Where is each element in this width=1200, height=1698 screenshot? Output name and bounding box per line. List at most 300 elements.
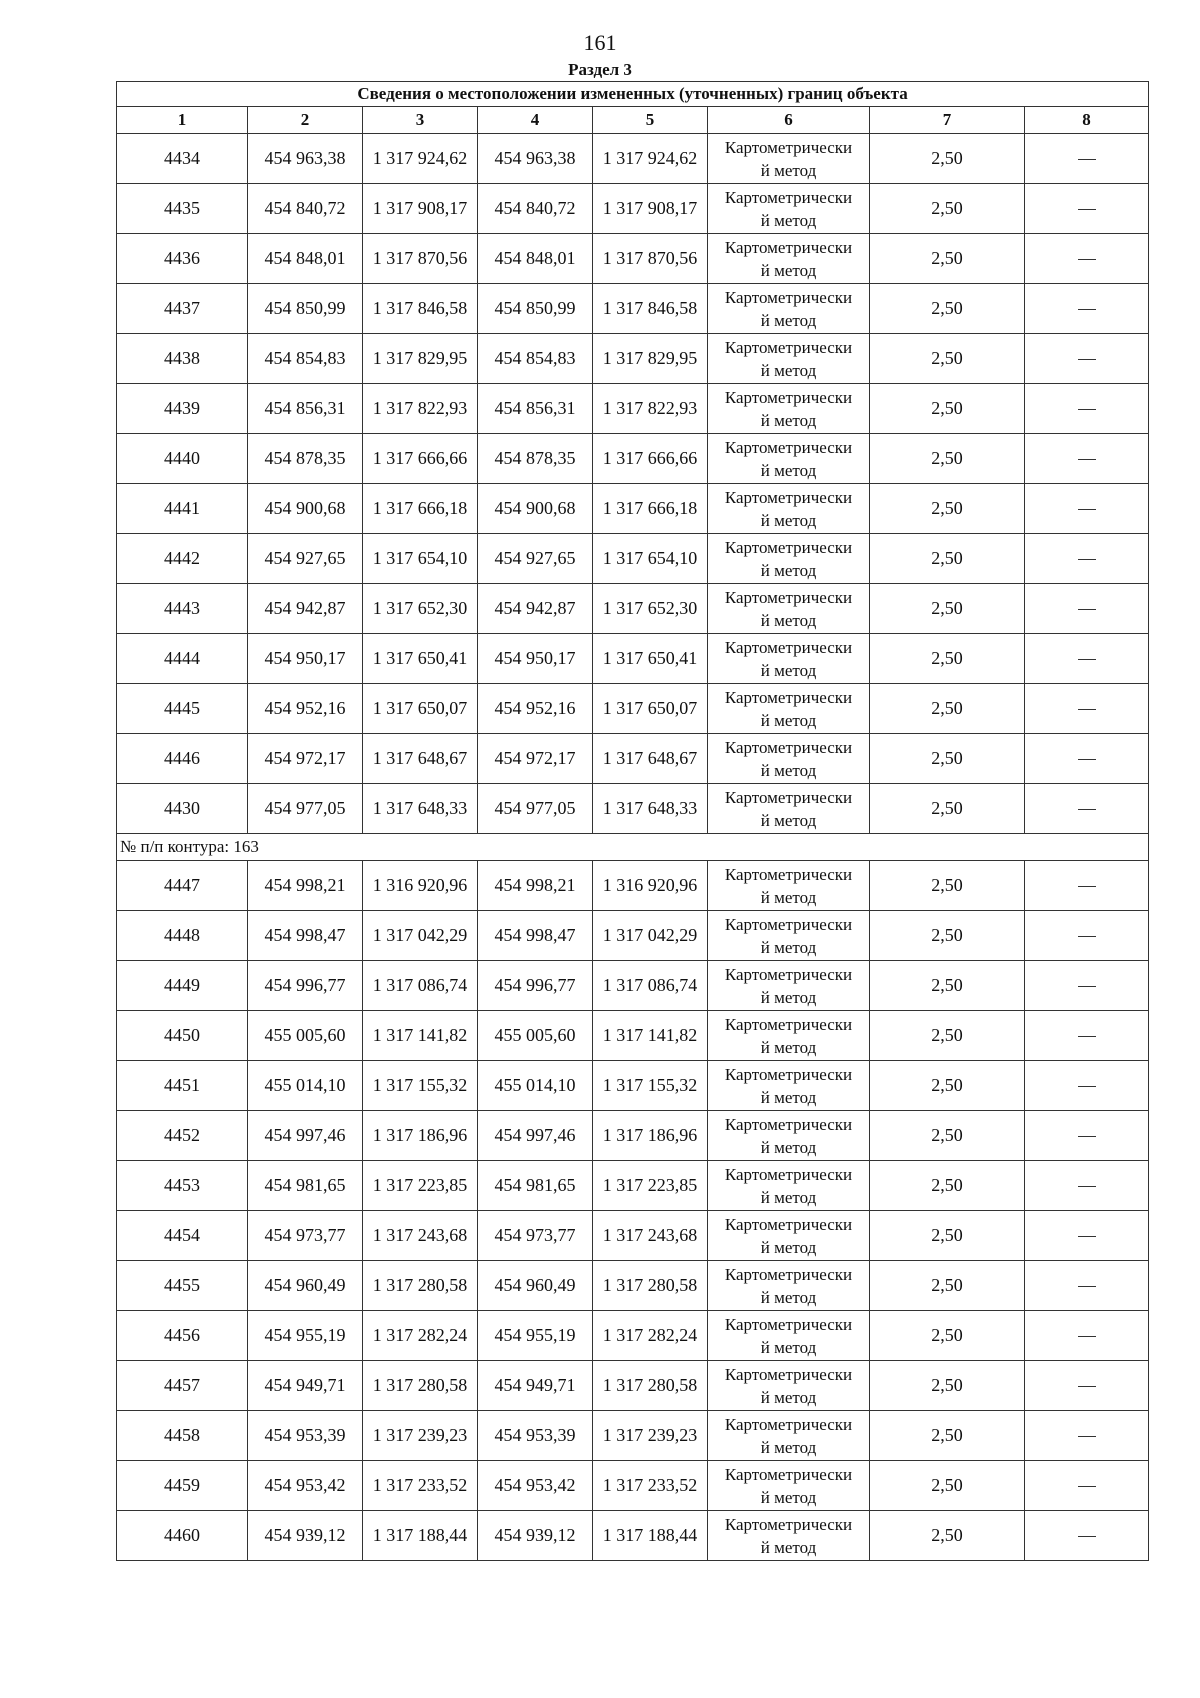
x-new: 454 856,31 (478, 384, 593, 434)
point-number: 4455 (117, 1261, 248, 1311)
x-new: 454 848,01 (478, 234, 593, 284)
method-text: Картометрически (724, 637, 853, 657)
x-new: 454 927,65 (478, 534, 593, 584)
dash-mark (1078, 459, 1096, 460)
method-cell (708, 284, 870, 334)
y-old: 1 317 822,93 (363, 384, 478, 434)
accuracy-cell: 2,50 (870, 334, 1025, 384)
method-cell (708, 961, 870, 1011)
x-new: 454 998,21 (478, 861, 593, 911)
accuracy-cell: 2,50 (870, 134, 1025, 184)
y-old: 1 317 846,58 (363, 284, 478, 334)
accuracy-cell: 2,50 (870, 234, 1025, 284)
method-text: Картометрически (724, 137, 853, 157)
point-number: 4445 (117, 684, 248, 734)
dash-mark (1078, 886, 1096, 887)
table-row (117, 234, 1149, 284)
page-number: 161 (583, 30, 617, 55)
x-old: 454 953,42 (248, 1461, 363, 1511)
method-text: Картометрически (724, 1364, 853, 1384)
method-text: Картометрически (724, 964, 853, 984)
point-number: 4450 (117, 1011, 248, 1061)
accuracy-cell: 2,50 (870, 384, 1025, 434)
y-old: 1 317 188,44 (363, 1511, 478, 1561)
dash-mark (1078, 209, 1096, 210)
empty-cell (1025, 1061, 1149, 1111)
column-header: 4 (478, 107, 593, 134)
method-text: Картометрически (724, 1464, 853, 1484)
accuracy-cell: 2,50 (870, 184, 1025, 234)
table-row (117, 1161, 1149, 1211)
y-old: 1 317 924,62 (363, 134, 478, 184)
method-text: й метод (760, 1287, 817, 1307)
x-old: 454 953,39 (248, 1411, 363, 1461)
method-cell (708, 1061, 870, 1111)
point-number: 4449 (117, 961, 248, 1011)
x-old: 454 900,68 (248, 484, 363, 534)
method-cell (708, 784, 870, 834)
table-row (117, 384, 1149, 434)
point-number: 4459 (117, 1461, 248, 1511)
method-text: й метод (760, 987, 817, 1007)
x-new: 454 953,42 (478, 1461, 593, 1511)
y-new: 1 317 280,58 (593, 1361, 708, 1411)
x-old: 454 952,16 (248, 684, 363, 734)
x-new: 455 005,60 (478, 1011, 593, 1061)
method-text: Картометрически (724, 537, 853, 557)
method-text: Картометрически (724, 287, 853, 307)
x-new: 454 972,17 (478, 734, 593, 784)
method-text: й метод (760, 360, 817, 380)
contour-row (117, 834, 1149, 861)
empty-cell (1025, 1361, 1149, 1411)
y-new: 1 317 924,62 (593, 134, 708, 184)
dash-mark (1078, 1186, 1096, 1187)
table-row (117, 1211, 1149, 1261)
method-cell (708, 734, 870, 784)
x-old: 454 927,65 (248, 534, 363, 584)
table-row (117, 184, 1149, 234)
point-number: 4444 (117, 634, 248, 684)
x-new: 454 996,77 (478, 961, 593, 1011)
method-cell (708, 1411, 870, 1461)
method-text: й метод (760, 310, 817, 330)
empty-cell (1025, 1261, 1149, 1311)
method-cell (708, 684, 870, 734)
method-text: Картометрически (724, 864, 853, 884)
method-text: Картометрически (724, 1114, 853, 1134)
table-row (117, 134, 1149, 184)
table-row (117, 1111, 1149, 1161)
dash-mark (1078, 1486, 1096, 1487)
y-old: 1 317 086,74 (363, 961, 478, 1011)
y-old: 1 317 650,07 (363, 684, 478, 734)
method-text: Картометрически (724, 387, 853, 407)
x-old: 454 856,31 (248, 384, 363, 434)
point-number: 4434 (117, 134, 248, 184)
table-row (117, 534, 1149, 584)
x-old: 455 005,60 (248, 1011, 363, 1061)
method-text: Картометрически (724, 587, 853, 607)
dash-mark (1078, 1136, 1096, 1137)
x-old: 454 942,87 (248, 584, 363, 634)
column-header: 8 (1025, 107, 1149, 134)
empty-cell (1025, 1411, 1149, 1461)
x-new: 454 878,35 (478, 434, 593, 484)
method-text: й метод (760, 1437, 817, 1457)
dash-mark (1078, 1236, 1096, 1237)
method-text: й метод (760, 660, 817, 680)
table-row (117, 1311, 1149, 1361)
y-old: 1 317 908,17 (363, 184, 478, 234)
y-new: 1 317 650,41 (593, 634, 708, 684)
accuracy-cell: 2,50 (870, 634, 1025, 684)
accuracy-cell: 2,50 (870, 1061, 1025, 1111)
point-number: 4452 (117, 1111, 248, 1161)
point-number: 4442 (117, 534, 248, 584)
method-text: Картометрически (724, 1414, 853, 1434)
x-old: 454 972,17 (248, 734, 363, 784)
point-number: 4443 (117, 584, 248, 634)
y-old: 1 316 920,96 (363, 861, 478, 911)
method-text: Картометрически (724, 337, 853, 357)
method-text: Картометрически (724, 1214, 853, 1234)
method-text: Картометрически (724, 437, 853, 457)
accuracy-cell: 2,50 (870, 961, 1025, 1011)
y-new: 1 317 652,30 (593, 584, 708, 634)
method-text: Картометрически (724, 187, 853, 207)
method-cell (708, 384, 870, 434)
x-old: 454 950,17 (248, 634, 363, 684)
dash-mark (1078, 659, 1096, 660)
point-number: 4447 (117, 861, 248, 911)
dash-mark (1078, 936, 1096, 937)
accuracy-cell: 2,50 (870, 534, 1025, 584)
table-row (117, 1061, 1149, 1111)
x-new: 454 949,71 (478, 1361, 593, 1411)
point-number: 4446 (117, 734, 248, 784)
x-new: 454 963,38 (478, 134, 593, 184)
empty-cell (1025, 1461, 1149, 1511)
empty-cell (1025, 184, 1149, 234)
accuracy-cell: 2,50 (870, 484, 1025, 534)
dash-mark (1078, 1386, 1096, 1387)
table-row (117, 911, 1149, 961)
method-text: й метод (760, 760, 817, 780)
x-old: 454 949,71 (248, 1361, 363, 1411)
dash-mark (1078, 1336, 1096, 1337)
method-cell (708, 184, 870, 234)
accuracy-cell: 2,50 (870, 911, 1025, 961)
x-new: 454 997,46 (478, 1111, 593, 1161)
dash-mark (1078, 159, 1096, 160)
x-old: 454 939,12 (248, 1511, 363, 1561)
accuracy-cell: 2,50 (870, 784, 1025, 834)
method-cell (708, 1311, 870, 1361)
y-old: 1 317 280,58 (363, 1261, 478, 1311)
y-new: 1 317 233,52 (593, 1461, 708, 1511)
y-old: 1 317 650,41 (363, 634, 478, 684)
method-text: Картометрически (724, 487, 853, 507)
y-new: 1 317 666,18 (593, 484, 708, 534)
x-old: 454 963,38 (248, 134, 363, 184)
empty-cell (1025, 484, 1149, 534)
table-row (117, 734, 1149, 784)
dash-mark (1078, 509, 1096, 510)
method-text: й метод (760, 1137, 817, 1157)
x-new: 454 952,16 (478, 684, 593, 734)
point-number: 4454 (117, 1211, 248, 1261)
method-text: Картометрически (724, 1514, 853, 1534)
method-cell (708, 534, 870, 584)
table-caption: Сведения о местоположении измененных (уточненных) границ объекта (117, 82, 1149, 107)
x-new: 454 981,65 (478, 1161, 593, 1211)
empty-cell (1025, 1111, 1149, 1161)
table-row (117, 1011, 1149, 1061)
table-row (117, 584, 1149, 634)
table-row (117, 784, 1149, 834)
method-text: й метод (760, 937, 817, 957)
table-row (117, 1261, 1149, 1311)
y-old: 1 317 141,82 (363, 1011, 478, 1061)
y-old: 1 317 042,29 (363, 911, 478, 961)
method-text: Картометрически (724, 1264, 853, 1284)
y-old: 1 317 239,23 (363, 1411, 478, 1461)
column-header: 7 (870, 107, 1025, 134)
x-new: 454 939,12 (478, 1511, 593, 1561)
y-new: 1 317 648,67 (593, 734, 708, 784)
y-old: 1 317 282,24 (363, 1311, 478, 1361)
dash-mark (1078, 609, 1096, 610)
method-text: й метод (760, 560, 817, 580)
method-cell (708, 134, 870, 184)
y-new: 1 317 186,96 (593, 1111, 708, 1161)
method-text: й метод (760, 460, 817, 480)
method-text: й метод (760, 410, 817, 430)
table-row (117, 1361, 1149, 1411)
method-cell (708, 1211, 870, 1261)
point-number: 4439 (117, 384, 248, 434)
method-cell (708, 1111, 870, 1161)
method-text: Картометрически (724, 787, 853, 807)
method-text: й метод (760, 1487, 817, 1507)
dash-mark (1078, 809, 1096, 810)
point-number: 4440 (117, 434, 248, 484)
method-text: й метод (760, 260, 817, 280)
y-old: 1 317 223,85 (363, 1161, 478, 1211)
point-number: 4456 (117, 1311, 248, 1361)
method-text: й метод (760, 610, 817, 630)
method-cell (708, 1261, 870, 1311)
column-header: 6 (708, 107, 870, 134)
method-text: й метод (760, 160, 817, 180)
x-old: 454 840,72 (248, 184, 363, 234)
accuracy-cell: 2,50 (870, 584, 1025, 634)
y-new: 1 317 155,32 (593, 1061, 708, 1111)
method-cell (708, 1011, 870, 1061)
x-old: 454 854,83 (248, 334, 363, 384)
x-old: 454 981,65 (248, 1161, 363, 1211)
x-old: 454 977,05 (248, 784, 363, 834)
x-new: 454 953,39 (478, 1411, 593, 1461)
column-number-row (117, 107, 1149, 134)
y-new: 1 317 086,74 (593, 961, 708, 1011)
y-new: 1 317 829,95 (593, 334, 708, 384)
y-old: 1 317 666,66 (363, 434, 478, 484)
method-text: Картометрически (724, 1314, 853, 1334)
method-text: Картометрически (724, 1014, 853, 1034)
x-new: 455 014,10 (478, 1061, 593, 1111)
y-old: 1 317 280,58 (363, 1361, 478, 1411)
table-row (117, 961, 1149, 1011)
x-new: 454 900,68 (478, 484, 593, 534)
empty-cell (1025, 334, 1149, 384)
method-cell (708, 1361, 870, 1411)
accuracy-cell: 2,50 (870, 1011, 1025, 1061)
boundary-points-table (116, 81, 1149, 1561)
accuracy-cell: 2,50 (870, 861, 1025, 911)
y-new: 1 317 666,66 (593, 434, 708, 484)
x-old: 454 996,77 (248, 961, 363, 1011)
x-old: 454 955,19 (248, 1311, 363, 1361)
accuracy-cell: 2,50 (870, 1161, 1025, 1211)
y-new: 1 317 870,56 (593, 234, 708, 284)
x-new: 454 942,87 (478, 584, 593, 634)
table-row (117, 484, 1149, 534)
point-number: 4448 (117, 911, 248, 961)
y-new: 1 317 654,10 (593, 534, 708, 584)
empty-cell (1025, 1211, 1149, 1261)
x-old: 454 973,77 (248, 1211, 363, 1261)
y-new: 1 317 650,07 (593, 684, 708, 734)
dash-mark (1078, 759, 1096, 760)
accuracy-cell: 2,50 (870, 1261, 1025, 1311)
section-title: Раздел 3 (568, 60, 632, 79)
x-new: 454 960,49 (478, 1261, 593, 1311)
method-text: й метод (760, 1537, 817, 1557)
empty-cell (1025, 284, 1149, 334)
method-text: й метод (760, 510, 817, 530)
x-new: 454 955,19 (478, 1311, 593, 1361)
empty-cell (1025, 534, 1149, 584)
empty-cell (1025, 384, 1149, 434)
y-old: 1 317 654,10 (363, 534, 478, 584)
dash-mark (1078, 259, 1096, 260)
dash-mark (1078, 709, 1096, 710)
method-text: й метод (760, 1187, 817, 1207)
x-new: 454 998,47 (478, 911, 593, 961)
method-cell (708, 634, 870, 684)
x-old: 454 960,49 (248, 1261, 363, 1311)
x-old: 454 998,47 (248, 911, 363, 961)
point-number: 4438 (117, 334, 248, 384)
table-caption-row (117, 82, 1149, 107)
y-old: 1 317 652,30 (363, 584, 478, 634)
accuracy-cell: 2,50 (870, 1311, 1025, 1361)
empty-cell (1025, 784, 1149, 834)
accuracy-cell: 2,50 (870, 1211, 1025, 1261)
table-row (117, 684, 1149, 734)
empty-cell (1025, 634, 1149, 684)
column-header: 2 (248, 107, 363, 134)
y-new: 1 317 223,85 (593, 1161, 708, 1211)
y-old: 1 317 829,95 (363, 334, 478, 384)
table-row (117, 334, 1149, 384)
method-text: й метод (760, 1337, 817, 1357)
method-text: Картометрически (724, 687, 853, 707)
empty-cell (1025, 911, 1149, 961)
method-cell (708, 861, 870, 911)
column-header: 5 (593, 107, 708, 134)
method-text: й метод (760, 1237, 817, 1257)
x-old: 454 878,35 (248, 434, 363, 484)
dash-mark (1078, 986, 1096, 987)
empty-cell (1025, 861, 1149, 911)
point-number: 4441 (117, 484, 248, 534)
y-new: 1 317 282,24 (593, 1311, 708, 1361)
table-row (117, 1411, 1149, 1461)
dash-mark (1078, 359, 1096, 360)
method-cell (708, 1161, 870, 1211)
accuracy-cell: 2,50 (870, 1411, 1025, 1461)
point-number: 4435 (117, 184, 248, 234)
method-text: й метод (760, 810, 817, 830)
y-old: 1 317 870,56 (363, 234, 478, 284)
method-cell (708, 334, 870, 384)
method-text: Картометрически (724, 737, 853, 757)
dash-mark (1078, 559, 1096, 560)
method-cell (708, 234, 870, 284)
empty-cell (1025, 1011, 1149, 1061)
method-cell (708, 484, 870, 534)
y-new: 1 317 846,58 (593, 284, 708, 334)
x-new: 454 977,05 (478, 784, 593, 834)
empty-cell (1025, 134, 1149, 184)
table-row (117, 284, 1149, 334)
method-text: й метод (760, 210, 817, 230)
dash-mark (1078, 409, 1096, 410)
y-new: 1 317 239,23 (593, 1411, 708, 1461)
table-row (117, 434, 1149, 484)
point-number: 4430 (117, 784, 248, 834)
x-new: 454 973,77 (478, 1211, 593, 1261)
method-cell (708, 1511, 870, 1561)
x-old: 454 850,99 (248, 284, 363, 334)
contour-label: № п/п контура: 163 (117, 834, 1149, 861)
method-text: й метод (760, 710, 817, 730)
x-old: 455 014,10 (248, 1061, 363, 1111)
method-cell (708, 584, 870, 634)
y-old: 1 317 233,52 (363, 1461, 478, 1511)
method-cell (708, 434, 870, 484)
method-text: й метод (760, 1087, 817, 1107)
accuracy-cell: 2,50 (870, 1361, 1025, 1411)
dash-mark (1078, 1436, 1096, 1437)
accuracy-cell: 2,50 (870, 1111, 1025, 1161)
y-old: 1 317 155,32 (363, 1061, 478, 1111)
method-cell (708, 911, 870, 961)
method-text: Картометрически (724, 1164, 853, 1184)
y-new: 1 317 280,58 (593, 1261, 708, 1311)
empty-cell (1025, 734, 1149, 784)
column-header: 1 (117, 107, 248, 134)
empty-cell (1025, 434, 1149, 484)
point-number: 4457 (117, 1361, 248, 1411)
y-new: 1 317 188,44 (593, 1511, 708, 1561)
x-new: 454 840,72 (478, 184, 593, 234)
accuracy-cell: 2,50 (870, 434, 1025, 484)
table-row (117, 861, 1149, 911)
